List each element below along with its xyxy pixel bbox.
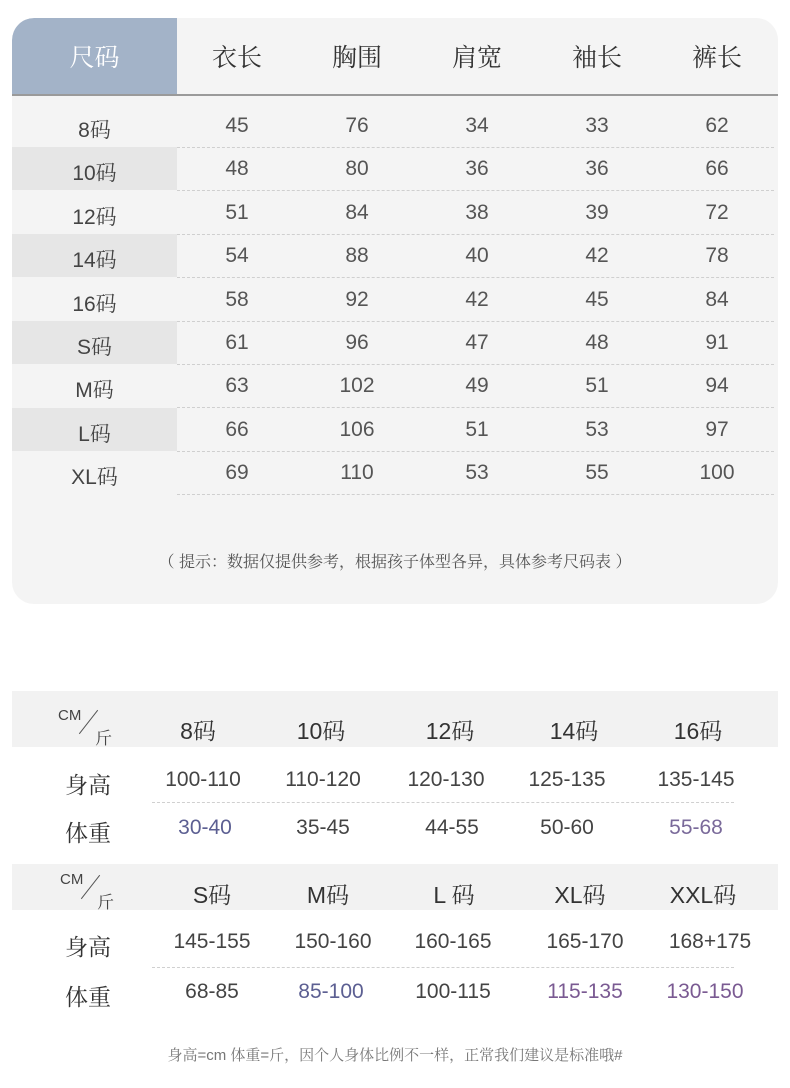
height-label: 身高 xyxy=(65,934,111,960)
height-value: 168+175 xyxy=(668,930,752,953)
ref-size-header: M码 xyxy=(306,882,350,908)
size-cell: 16码 xyxy=(72,292,117,316)
weight-value: 100-115 xyxy=(415,980,491,1003)
size-cell: S码 xyxy=(76,336,112,359)
unit-jin: 斤 xyxy=(97,893,114,912)
size-cell: M码 xyxy=(75,379,114,403)
size-column-header: 尺码 xyxy=(12,18,177,94)
height-value: 165-170 xyxy=(546,930,624,953)
weight-value: 115-135 xyxy=(547,980,623,1003)
measurement-cell: 54 xyxy=(225,244,249,268)
measurement-cell: 96 xyxy=(345,331,369,354)
measurement-cell: 53 xyxy=(585,417,609,441)
unit-cm: CM xyxy=(60,871,84,888)
measurement-cell: 100 xyxy=(699,461,735,485)
row-divider xyxy=(177,451,774,452)
measurement-cell: 51 xyxy=(465,417,489,441)
measurement-cell: 78 xyxy=(705,244,729,268)
measurement-cell: 97 xyxy=(705,417,729,441)
header-divider xyxy=(12,94,778,96)
measurement-cell: 92 xyxy=(345,287,369,311)
pants-length-header: 裤长 xyxy=(691,44,742,72)
ref-size-header: S码 xyxy=(192,882,232,908)
measurement-cell: 66 xyxy=(225,417,249,441)
footer-note: 身高=cm 体重=斤，因个人身体比例不一样，正常我们建议是标准哦# xyxy=(167,1047,623,1064)
measurement-cell: 42 xyxy=(585,244,609,268)
row-divider xyxy=(177,190,774,191)
size-note: （ 提示：数据仅提供参考，根据孩子体型各异，具体参考尺码表 ） xyxy=(158,554,632,571)
ref-size-header: 10码 xyxy=(296,718,346,744)
measurement-cell: 102 xyxy=(339,374,375,398)
row-divider xyxy=(177,407,774,408)
weight-label: 体重 xyxy=(65,820,111,846)
weight-value: 50-60 xyxy=(540,816,594,839)
row-divider xyxy=(152,802,734,803)
row-divider xyxy=(152,967,734,968)
measurement-cell: 55 xyxy=(585,461,609,485)
row-divider xyxy=(177,147,774,148)
weight-value: 44-55 xyxy=(425,816,479,839)
unit-jin: 斤 xyxy=(95,729,112,748)
height-label: 身高 xyxy=(65,772,111,798)
weight-value: 68-85 xyxy=(185,980,239,1003)
measurement-cell: 80 xyxy=(345,157,369,181)
measurement-cell: 88 xyxy=(345,244,369,268)
size-cell: 12码 xyxy=(72,205,117,229)
row-divider xyxy=(177,494,774,495)
measurement-cell: 51 xyxy=(225,200,249,224)
measurement-cell: 63 xyxy=(225,374,249,398)
measurement-cell: 91 xyxy=(705,331,729,354)
measurement-cell: 34 xyxy=(465,114,489,137)
chest-header: 胸围 xyxy=(331,44,382,72)
measurement-cell: 39 xyxy=(585,200,609,224)
height-value: 160-165 xyxy=(414,930,492,953)
height-value: 110-120 xyxy=(285,768,361,791)
measurement-cell: 84 xyxy=(705,287,729,311)
weight-value: 30-40 xyxy=(178,816,232,839)
unit-cm: CM xyxy=(58,707,82,724)
weight-label: 体重 xyxy=(65,984,111,1010)
measurement-cell: 36 xyxy=(465,157,489,181)
size-cell: 10码 xyxy=(72,162,117,186)
size-cell: L码 xyxy=(78,422,111,446)
length-header: 衣长 xyxy=(211,44,262,72)
row-divider xyxy=(177,364,774,365)
weight-value: 85-100 xyxy=(298,980,364,1003)
measurement-cell: 84 xyxy=(345,200,369,224)
ref-size-header: 8码 xyxy=(180,718,216,744)
ref-size-header: 12码 xyxy=(425,718,475,744)
weight-value: 35-45 xyxy=(296,816,350,839)
measurement-cell: 49 xyxy=(465,374,489,398)
size-cell: XL码 xyxy=(71,466,118,490)
measurement-cell: 45 xyxy=(585,287,609,311)
height-value: 100-110 xyxy=(165,768,241,791)
ref-size-header: 14码 xyxy=(549,718,599,744)
measurement-cell: 106 xyxy=(339,417,375,441)
measurement-cell: 69 xyxy=(225,461,249,485)
measurement-cell: 66 xyxy=(705,157,729,181)
ref-size-header: L 码 xyxy=(433,882,475,908)
measurement-cell: 51 xyxy=(585,374,609,398)
ref-size-header: XL码 xyxy=(554,882,606,908)
measurement-cell: 47 xyxy=(465,331,489,354)
height-value: 145-155 xyxy=(173,930,251,953)
measurement-cell: 38 xyxy=(465,200,489,224)
shoulder-header: 肩宽 xyxy=(451,44,502,72)
size-chart-card xyxy=(12,18,778,604)
height-value: 135-145 xyxy=(657,768,735,791)
measurement-cell: 45 xyxy=(225,114,249,137)
measurement-cell: 62 xyxy=(705,114,729,137)
ref-size-header: 16码 xyxy=(673,718,723,744)
measurement-cell: 36 xyxy=(585,157,609,181)
measurement-cell: 48 xyxy=(225,157,249,181)
row-divider xyxy=(177,321,774,322)
weight-value: 55-68 xyxy=(669,816,723,839)
height-value: 125-135 xyxy=(528,768,606,791)
row-divider xyxy=(177,277,774,278)
measurement-cell: 58 xyxy=(225,287,249,311)
row-divider xyxy=(177,234,774,235)
measurement-cell: 94 xyxy=(705,374,729,398)
height-value: 120-130 xyxy=(407,768,485,791)
measurement-cell: 40 xyxy=(465,244,489,268)
measurement-cell: 72 xyxy=(705,200,729,224)
measurement-cell: 48 xyxy=(585,331,609,354)
measurement-cell: 53 xyxy=(465,461,489,485)
sleeve-header: 袖长 xyxy=(571,44,622,72)
weight-value: 130-150 xyxy=(666,980,744,1003)
measurement-cell: 76 xyxy=(345,114,369,137)
height-value: 150-160 xyxy=(294,930,372,953)
measurement-cell: 110 xyxy=(340,461,374,485)
measurement-cell: 33 xyxy=(585,114,609,137)
size-cell: 8码 xyxy=(78,119,111,142)
size-cell: 14码 xyxy=(72,249,117,273)
ref-size-header: XXL码 xyxy=(669,882,737,908)
measurement-cell: 42 xyxy=(465,287,489,311)
measurement-cell: 61 xyxy=(225,331,249,354)
